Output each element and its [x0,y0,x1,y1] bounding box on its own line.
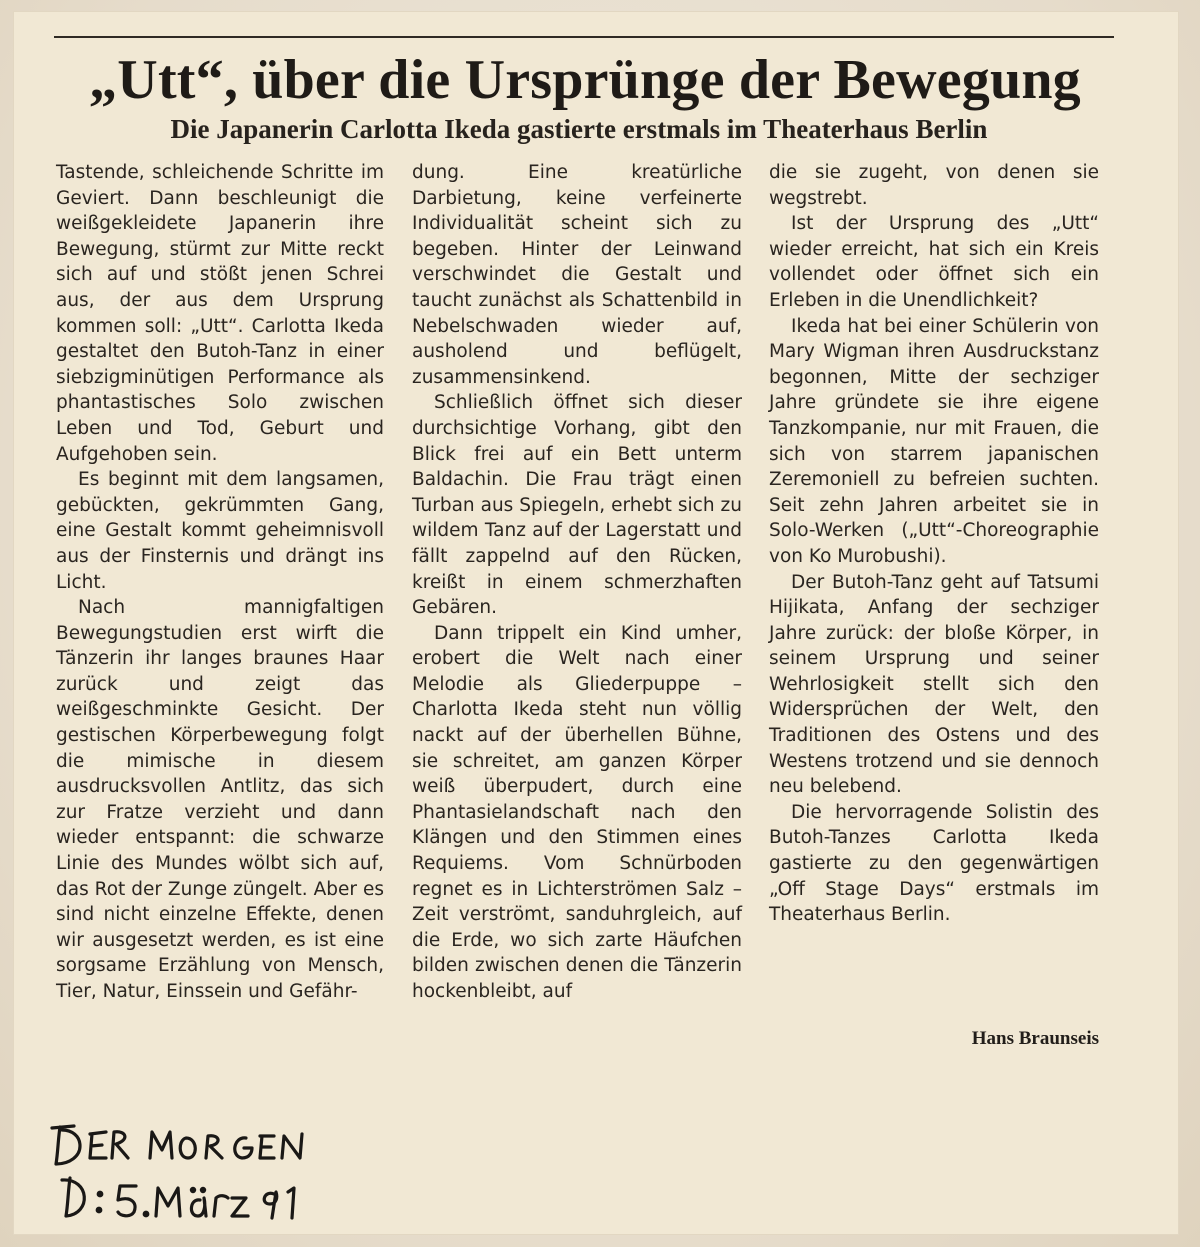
paragraph: Der Butoh-Tanz geht auf Tatsumi Hijikata, Anfang der sechziger Jahre zurück: der bloße Körper, in seinem Ursprung und seiner Wehrlosigkeit stellt sich den Widersprüchen der Welt, den Traditionen des Ostens und des Westens trotzend und sie dennoch neu belebend. [769,571,1099,798]
author-byline: Hans Braunseis [971,1028,1099,1049]
top-rule [54,36,1114,38]
paragraph: Dann trippelt ein Kind umher, erobert die Welt nach einer Melodie als Gliederpuppe – Charlotta Ikeda steht nun völlig nackt auf der überhellen Bühne, sie schreitet, am ganzen Körper weiß überpudert, durch eine Phantasielandschaft nach den Klängen und den Stimmen eines Requiems. Vom Schnürboden regnet es in Lichterströmen Salz – Zeit verströmt, sanduhrgleich, auf die Erde, wo sich zarte Häufchen bilden zwischen denen die Tänzerin hockenbleibt, auf [412,622,742,1002]
article-column-2 [412,160,742,1005]
headline: „Utt“, über die Ursprünge der Bewegung [89,49,1081,111]
handwritten-note [46,1100,346,1220]
subheadline: Die Japanerin Carlotta Ikeda gastierte erstmals im Theaterhaus Berlin [170,114,988,144]
article-column-1 [56,160,384,1005]
paragraph: Es beginnt mit dem langsamen, gebückten, gekrümmten Gang, eine Gestalt kommt geheimnisvoll aus der Finsternis und drängt ins Licht. [56,469,384,593]
paragraph: Ikeda hat bei einer Schülerin von Mary Wigman ihren Ausdruckstanz begonnen, Mitte der sechziger Jahre gründete sie ihre eigene Tanzkompanie, nur mit Frauen, die sich von starrem japanischen Zeremoniell zu befreien suchten. Seit zehn Jahren arbeitet sie in Solo-Werken („Utt“-Choreographie von Ko Murobushi). [769,315,1099,567]
paragraph: Schließlich öffnet sich dieser durchsichtige Vorhang, gibt den Blick frei auf ein Bett unterm Baldachin. Die Frau trägt einen Turban aus Spiegeln, erhebt sich zu wildem Tanz auf der Lagerstatt und fällt zappelnd auf den Rücken, kreißt in einem schmerzhaften Gebären. [412,392,742,619]
handwriting-icon [46,1118,346,1238]
newspaper-clipping [14,12,1178,1234]
article-column-3 [769,160,1099,928]
paragraph: dung. Eine kreatürliche Darbietung, keine verfeinerte Individualität scheint sich zu begeben. Hinter der Leinwand verschwindet die Gestalt und taucht zunächst als Schattenbild in Nebelschwaden wieder auf, ausholend und beflügelt, zusammensinkend. [412,162,742,388]
paragraph: Die hervorragende Solistin des Butoh-Tanzes Carlotta Ikeda gastierte zu den gegenwärtigen „Off Stage Days“ erstmals im Theaterhaus Berlin. [769,801,1099,926]
paragraph: Nach mannigfaltigen Bewegungstudien erst wirft die Tänzerin ihr langes braunes Haar zurück und zeigt das weißgeschminkte Gesicht. Der gestischen Körperbewegung folgt die mimische in diesem ausdrucksvollen Antlitz, das sich zur Fratze verzieht und dann wieder entspannt: die schwarze Linie des Mundes wölbt sich auf, das Rot der Zunge züngelt. Aber es sind nicht einzelne Effekte, denen wir ausgesetzt werden, es ist eine sorgsame Erzählung von Mensch, Tier, Natur, Einssein und Gefähr- [56,597,384,1002]
paragraph: die sie zugeht, von denen sie wegstrebt. [769,162,1099,209]
paragraph: Tastende, schleichende Schritte im Geviert. Dann beschleunigt die weißgekleidete Japanerin ihre Bewegung, stürmt zur Mitte reckt sich auf und stößt jenen Schrei aus, der aus dem Ursprung kommen soll: „Utt“. Carlotta Ikeda gestaltet den Butoh-Tanz in einer siebzigminütigen Performance als phantastisches Solo zwischen Leben und Tod, Geburt und Aufgehoben sein. [56,162,384,465]
paragraph: Ist der Ursprung des „Utt“ wieder erreicht, hat sich ein Kreis vollendet oder öffnet sich ein Erleben in die Unendlichkeit? [769,213,1099,311]
